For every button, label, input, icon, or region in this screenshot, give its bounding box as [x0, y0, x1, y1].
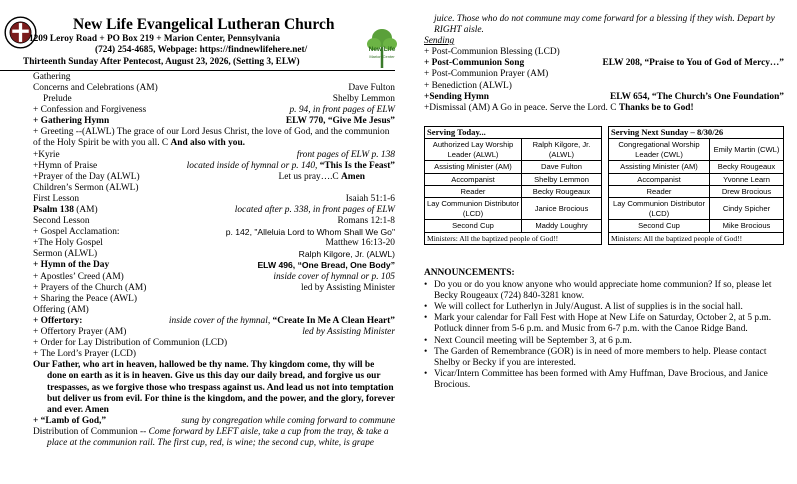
peace-row: + Sharing the Peace (AWL)	[33, 293, 137, 304]
pc-song-row: + Post-Communion Song ELW 208, “Praise to You of God of Mercy…”	[424, 58, 784, 69]
logo-text-new-life: New Life	[368, 46, 396, 53]
concerns-row: Concerns and Celebrations (AM) Dave Fulton	[33, 82, 395, 93]
list-item: • Vicar/Intern Committee has been formed with Amy Huffman, Dave Brocious, and Janice Brocious.	[432, 369, 784, 391]
church-contact: (724) 254-4685, Webpage: https://findnewlifehere.net/	[95, 45, 308, 56]
announcements-list	[424, 280, 784, 391]
header-divider	[0, 70, 395, 71]
hymn-of-day-row: + Hymn of the Day ELW 496, “One Bread, One Body”	[33, 260, 395, 271]
pc-blessing-row: + Post-Communion Blessing (LCD)	[424, 47, 560, 58]
table-row: Accompanist Shelby Lemmon	[425, 173, 602, 185]
lamb-of-god-row: + “Lamb of God,” sung by congregation while coming forward to commune	[33, 415, 395, 426]
logo-text-location: Marion Center	[369, 54, 395, 59]
confession-row: + Confession and Forgiveness p. 94, in front pages of ELW	[33, 105, 395, 116]
benediction-row: + Benediction (ALWL)	[424, 80, 512, 91]
greeting-text: + Greeting --(ALWL) The grace of our Lord Jesus Christ, the love of God, and the communion of the Holy Spirit be with you all. C And also with you.	[33, 127, 390, 149]
pc-prayer-row: + Post-Communion Prayer (AM)	[424, 69, 549, 80]
distribution-continued: juice. Those who do not commune may come forward for a blessing if they wish. Depart by RIGHT aisle.	[434, 14, 775, 36]
sending-heading: Sending	[424, 36, 455, 47]
gathering-hymn-row: + Gathering Hymn ELW 770, “Give Me Jesus”	[33, 116, 395, 127]
serving-next-header: Serving Next Sunday – 8/30/26	[609, 127, 784, 139]
serving-tables	[424, 126, 784, 245]
table-row: Authorized Lay Worship Leader (ALWL) Ralph Kilgore, Jr. (ALWL)	[425, 139, 602, 161]
our-father-text: Our Father, who art in heaven, hallowed be thy name. Thy kingdom come, thy will be done on earth as it is in heaven. Give us this day our daily bread, and forgive us our trespasses, as we forgive those who trespass against us. And lead us not into temptation but deliver us from evil. For thine is the kingdom, and the power, and the glory, forever and ever. Amen	[33, 360, 395, 415]
offering-row: Offering (AM)	[33, 304, 89, 315]
announcements-title: ANNOUNCEMENTS:	[424, 268, 515, 278]
table-row: Congregational Worship Leader (CWL) Emily Martin (CWL)	[609, 139, 784, 161]
serving-today-footer: Ministers: All the baptized people of God!!	[425, 232, 602, 244]
prayers-row: + Prayers of the Church (AM) led by Assisting Minister	[33, 282, 395, 293]
list-item: • We will collect for Lutherlyn in July/August. A list of supplies is in the social hall.	[432, 302, 784, 313]
order-of-worship-column	[23, 14, 395, 449]
creed-row: + Apostles’ Creed (AM) inside cover of hymnal or p. 105	[33, 271, 395, 282]
second-lesson-row: Second Lesson Romans 12:1-8	[33, 216, 395, 227]
table-row: Second Cup Mike Brocious	[609, 220, 784, 232]
serving-today-header: Serving Today...	[425, 127, 602, 139]
table-row: Second Cup Maddy Loughry	[425, 220, 602, 232]
table-row: Accompanist Yvonne Learn	[609, 173, 784, 185]
list-item: • Mark your calendar for Fall Fest with Hope at New Life on Saturday, October 2, at 5 p.m. Potluck dinner from 5-6 p.m. and Music from 6-7 p.m. with the Canoe Ridge Band.	[432, 313, 784, 335]
hymn-of-praise-row: +Hymn of Praise located inside of hymnal or p. 140, “This Is the Feast”	[33, 160, 395, 171]
first-lesson-row: First Lesson Isaiah 51:1-6	[33, 193, 395, 204]
list-item: • Next Council meeting will be September 3, at 6 p.m.	[432, 336, 784, 347]
right-column	[424, 14, 784, 390]
table-row: Assisting Minister (AM) Becky Rougeaux	[609, 161, 784, 173]
church-address: 1209 Leroy Road + PO Box 219 + Marion Center, Pennsylvania	[29, 34, 281, 44]
table-row: Lay Communion Distributor (LCD) Cindy Spicher	[609, 198, 784, 220]
service-date: Thirteenth Sunday After Pentecost, August 23, 2026, (Setting 3, ELW)	[23, 56, 300, 67]
prayer-of-day-row: +Prayer of the Day (ALWL) Let us pray….C Amen	[33, 171, 365, 182]
list-item: • Do you or do you know anyone who would appreciate home communion? If so, please let Becky Rougeaux (724) 840-3281 know.	[432, 280, 784, 302]
table-row: Lay Communion Distributor (LCD) Janice Brocious	[425, 198, 602, 220]
sermon-row: Sermon (ALWL) Ralph Kilgore, Jr. (ALWL)	[33, 249, 395, 260]
serving-today-table	[424, 126, 602, 245]
kyrie-row: +Kyrie front pages of ELW p. 138	[33, 149, 395, 160]
prelude-row: Prelude Shelby Lemmon	[43, 94, 395, 105]
serving-next-table	[608, 126, 784, 245]
lay-distribution-row: + Order for Lay Distribution of Communion (LCD)	[33, 338, 228, 349]
distribution-text: Distribution of Communion -- Come forward by LEFT aisle, take a cup from the tray, & take a place at the communion rail. The first cup, red, is wine; the second cup, white, is grape	[33, 426, 389, 448]
offertory-row: + Offertory: inside cover of the hymnal, “Create In Me A Clean Heart”	[33, 315, 395, 326]
table-row: Assisting Minister (AM) Dave Fulton	[425, 161, 602, 173]
lords-prayer-row: + The Lord’s Prayer (LCD)	[33, 349, 137, 360]
table-row: Reader Drew Brocious	[609, 186, 784, 198]
announcements	[424, 268, 784, 391]
holy-gospel-row: +The Holy Gospel Matthew 16:13-20	[33, 238, 395, 249]
gathering-heading: Gathering	[33, 71, 71, 82]
list-item: • The Garden of Remembrance (GOR) is in need of more members to help. Please contact Shelby or Becky if you are interested.	[432, 347, 784, 369]
childrens-sermon: Children’s Sermon (ALWL)	[33, 182, 139, 193]
psalm-row: Psalm 138 (AM) located after p. 338, in front pages of ELW	[33, 205, 395, 216]
church-name: New Life Evangelical Lutheran Church	[73, 16, 335, 33]
gospel-acclamation-row: + Gospel Acclamation: p. 142, "Alleluia Lord to Whom Shall We Go"	[33, 227, 395, 238]
sending-hymn-row: +Sending Hymn ELW 654, “The Church’s One Foundation”	[424, 91, 784, 102]
offertory-prayer-row: + Offertory Prayer (AM) led by Assisting Minister	[33, 327, 395, 338]
table-row: Reader Becky Rougeaux	[425, 186, 602, 198]
serving-next-footer: Ministers: All the baptized people of God!!	[609, 232, 784, 244]
dismissal-row: +Dismissal (AM) A Go in peace. Serve the Lord. C Thanks be to God!	[424, 102, 694, 113]
